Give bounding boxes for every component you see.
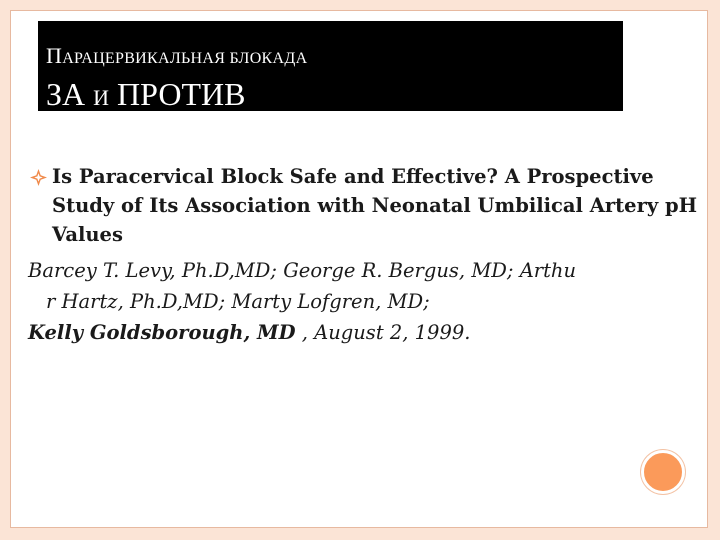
title-line-2: ЗА И ПРОТИВ xyxy=(46,76,246,112)
bullet-text: Is Paracervical Block Safe and Effective? A Prospective Study of Its Association with Neonatal Umbilical Artery pH Values xyxy=(52,165,698,246)
decorative-circle xyxy=(641,450,685,494)
authors-line-2: r Hartz, Ph.D,MD; Marty Lofgren, MD; xyxy=(46,290,430,313)
four-point-star-icon xyxy=(30,169,47,186)
title-line-1: ПАРАЦЕРВИКАЛЬНАЯ БЛОКАДА xyxy=(46,43,308,68)
slide-title xyxy=(38,21,623,111)
authors-line-1: Barcey T. Levy, Ph.D,MD; George R. Bergus, MD; Arthu xyxy=(28,259,577,282)
authors-line-3: Kelly Goldsborough, MD , August 2, 1999. xyxy=(28,321,471,344)
authors-block xyxy=(28,255,688,348)
